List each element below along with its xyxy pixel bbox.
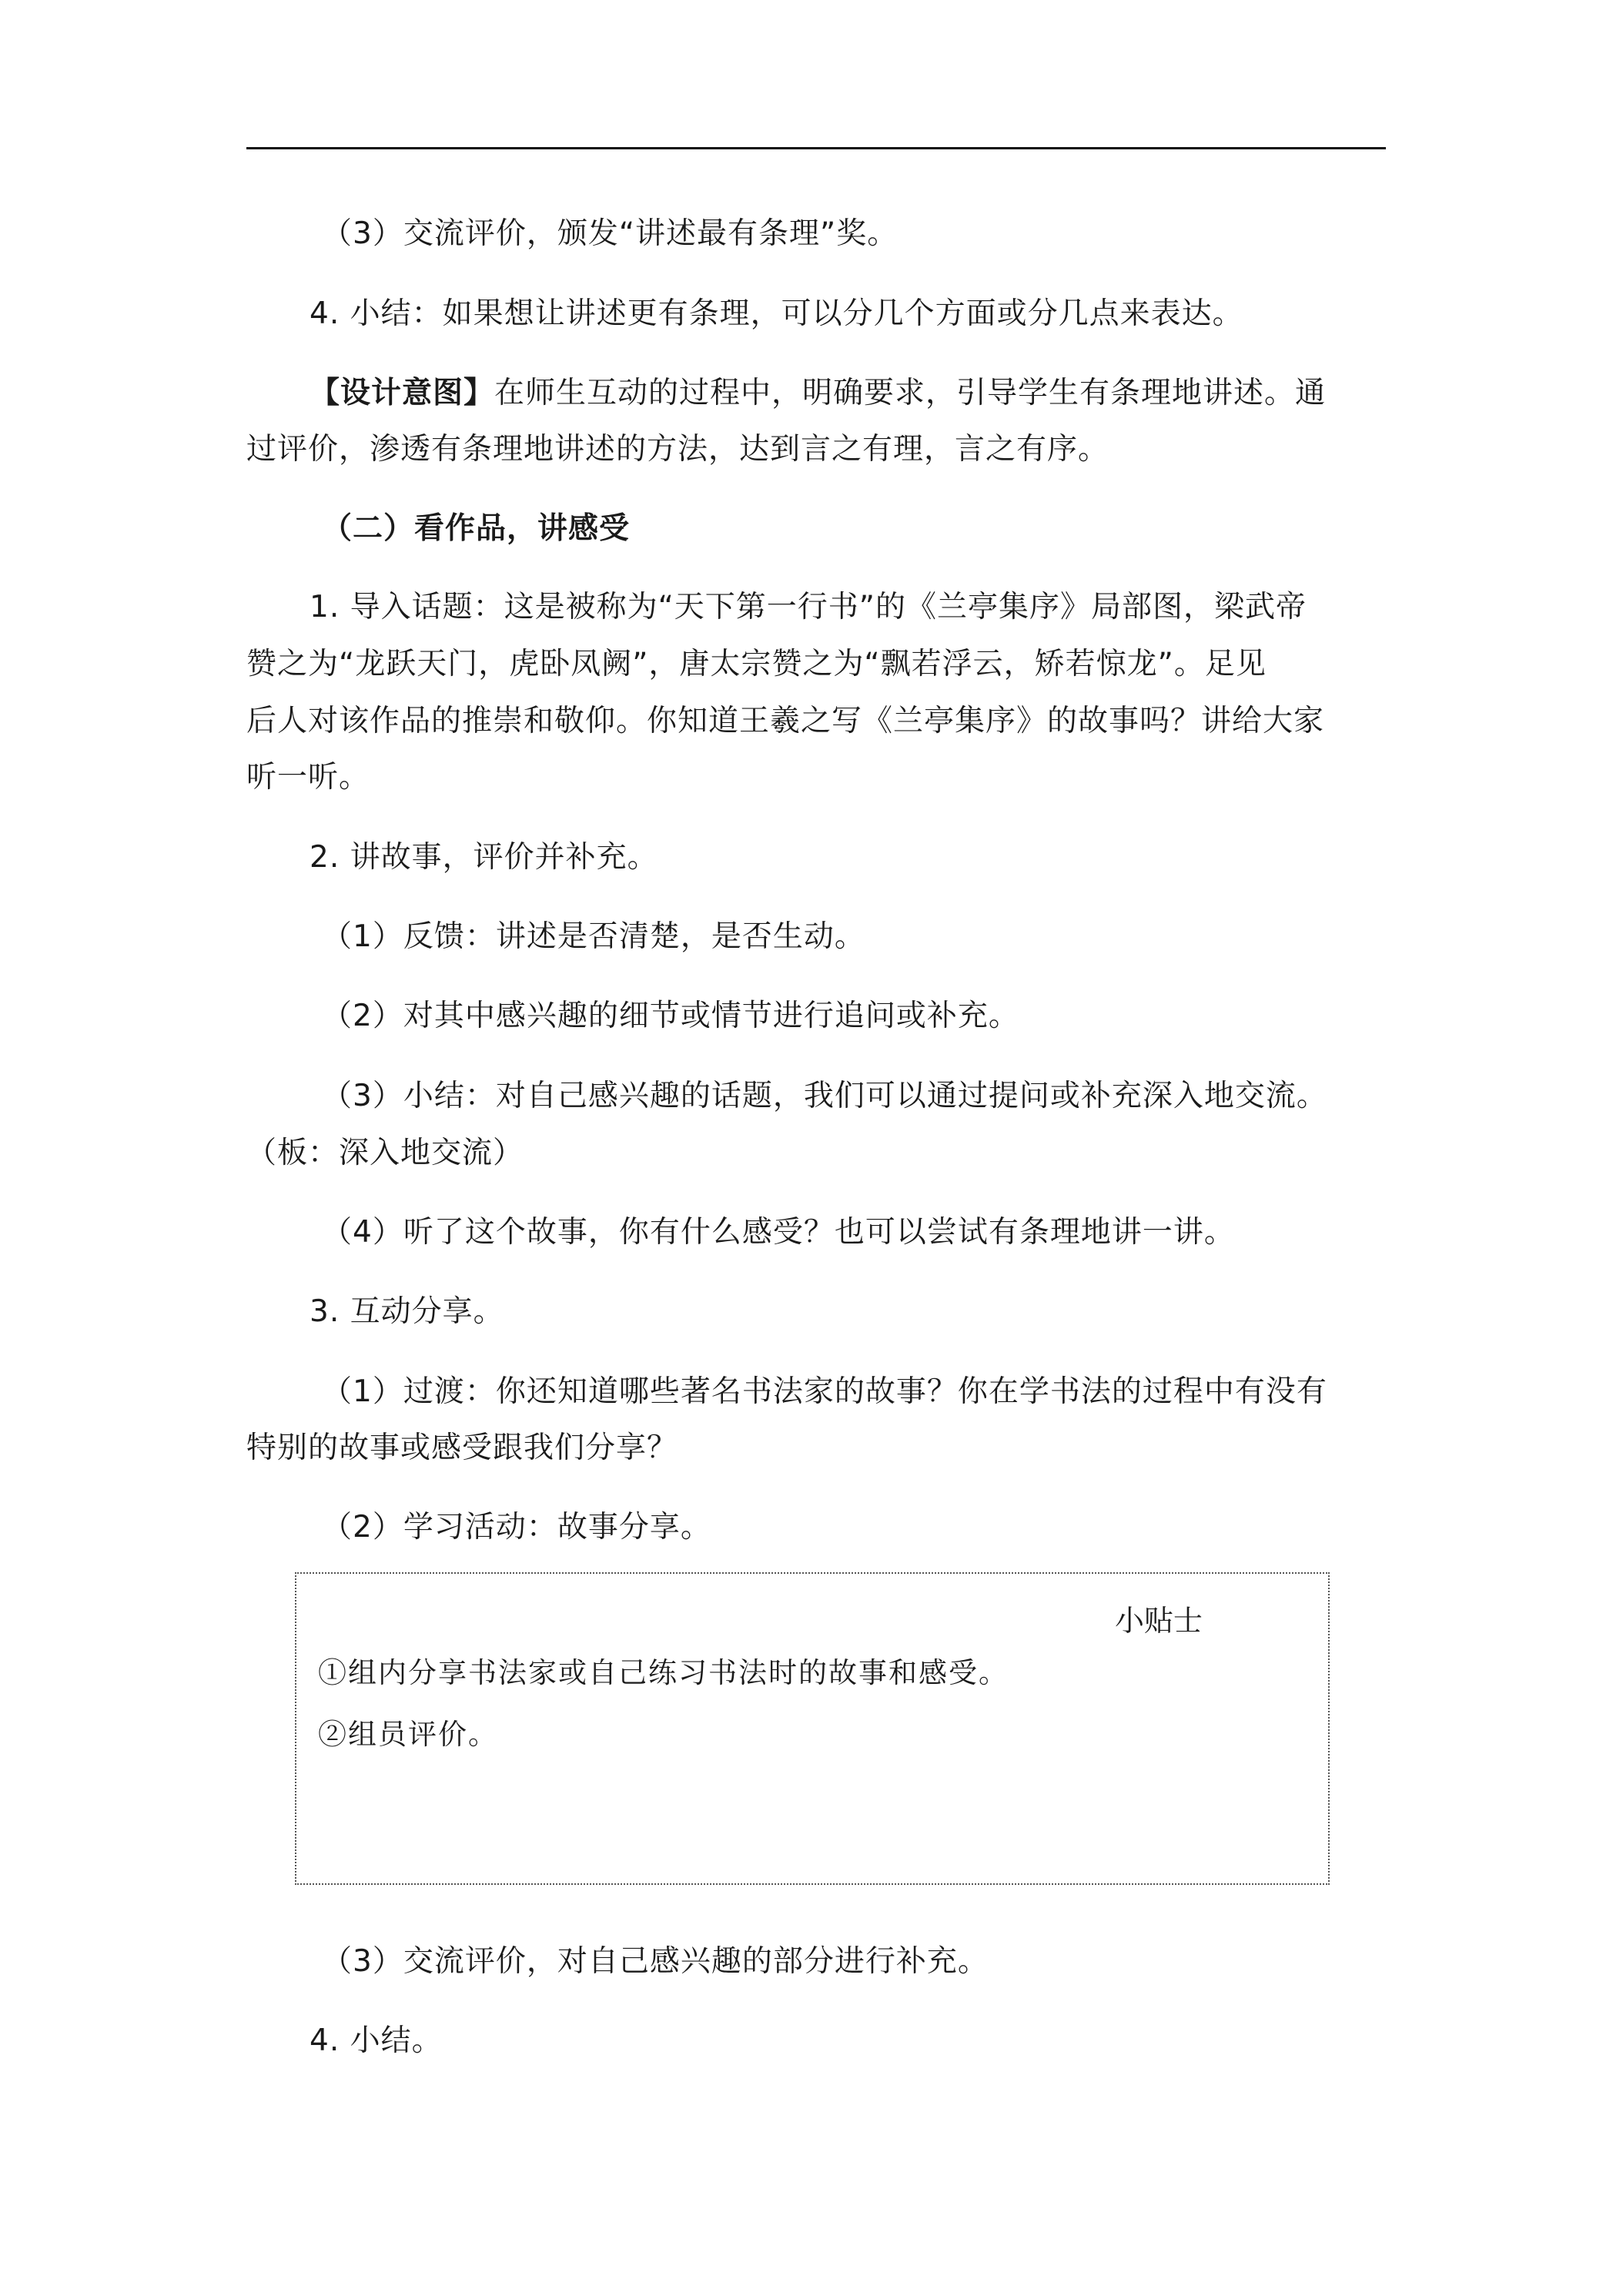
tip-title: 小贴士 [1115,1604,1203,1638]
paragraph: （1）过渡：你还知道哪些著名书法家的故事？你在学书法的过程中有没有 [322,1374,1327,1409]
paragraph: （2）对其中感兴趣的细节或情节进行追问或补充。 [322,999,1019,1033]
paragraph: 特别的故事或感受跟我们分享？ [246,1431,678,1465]
paragraph-text: 在师生互动的过程中，明确要求，引导学生有条理地讲述。通 [494,376,1327,410]
paragraph: 后人对该作品的推崇和敬仰。你知道王羲之写《兰亭集序》的故事吗？讲给大家 [246,704,1325,738]
tip-item: ②组员评价。 [318,1718,498,1751]
paragraph: （3）交流评价，对自己感兴趣的部分进行补充。 [322,1944,989,1979]
paragraph: （1）反馈：讲述是否清楚，是否生动。 [322,919,865,954]
paragraph: （2）学习活动：故事分享。 [322,1510,711,1545]
paragraph: 赞之为“龙跃天门，虎卧凤阙”，唐太宗赞之为“飘若浮云，矫若惊龙”。足见 [246,647,1267,681]
design-intent-label: 【设计意图】 [310,376,495,410]
paragraph: 1. 导入话题：这是被称为“天下第一行书”的《兰亭集序》局部图，梁武帝 [310,590,1307,624]
tip-box [295,1572,1330,1885]
tip-item: ①组内分享书法家或自己练习书法时的故事和感受。 [318,1656,1009,1689]
paragraph: 4. 小结：如果想让讲述更有条理，可以分几个方面或分几点来表达。 [310,296,1243,331]
design-intent-paragraph [246,365,1386,422]
paragraph: 过评价，渗透有条理地讲述的方法，达到言之有理，言之有序。 [246,432,1109,467]
paragraph: （3）小结：对自己感兴趣的话题，我们可以通过提问或补充深入地交流。 [322,1079,1327,1113]
paragraph: 3. 互动分享。 [310,1294,504,1329]
paragraph: 听一听。 [246,760,370,795]
section-heading: （二）看作品，讲感受 [322,511,631,546]
header-rule [246,147,1386,149]
paragraph: 4. 小结。 [310,2023,443,2058]
paragraph: （3）交流评价，颁发“讲述最有条理”奖。 [322,216,899,251]
paragraph: （4）听了这个故事，你有什么感受？也可以尝试有条理地讲一讲。 [322,1215,1235,1250]
paragraph: 2. 讲故事，评价并补充。 [310,840,658,875]
paragraph: （板：深入地交流） [246,1136,524,1170]
